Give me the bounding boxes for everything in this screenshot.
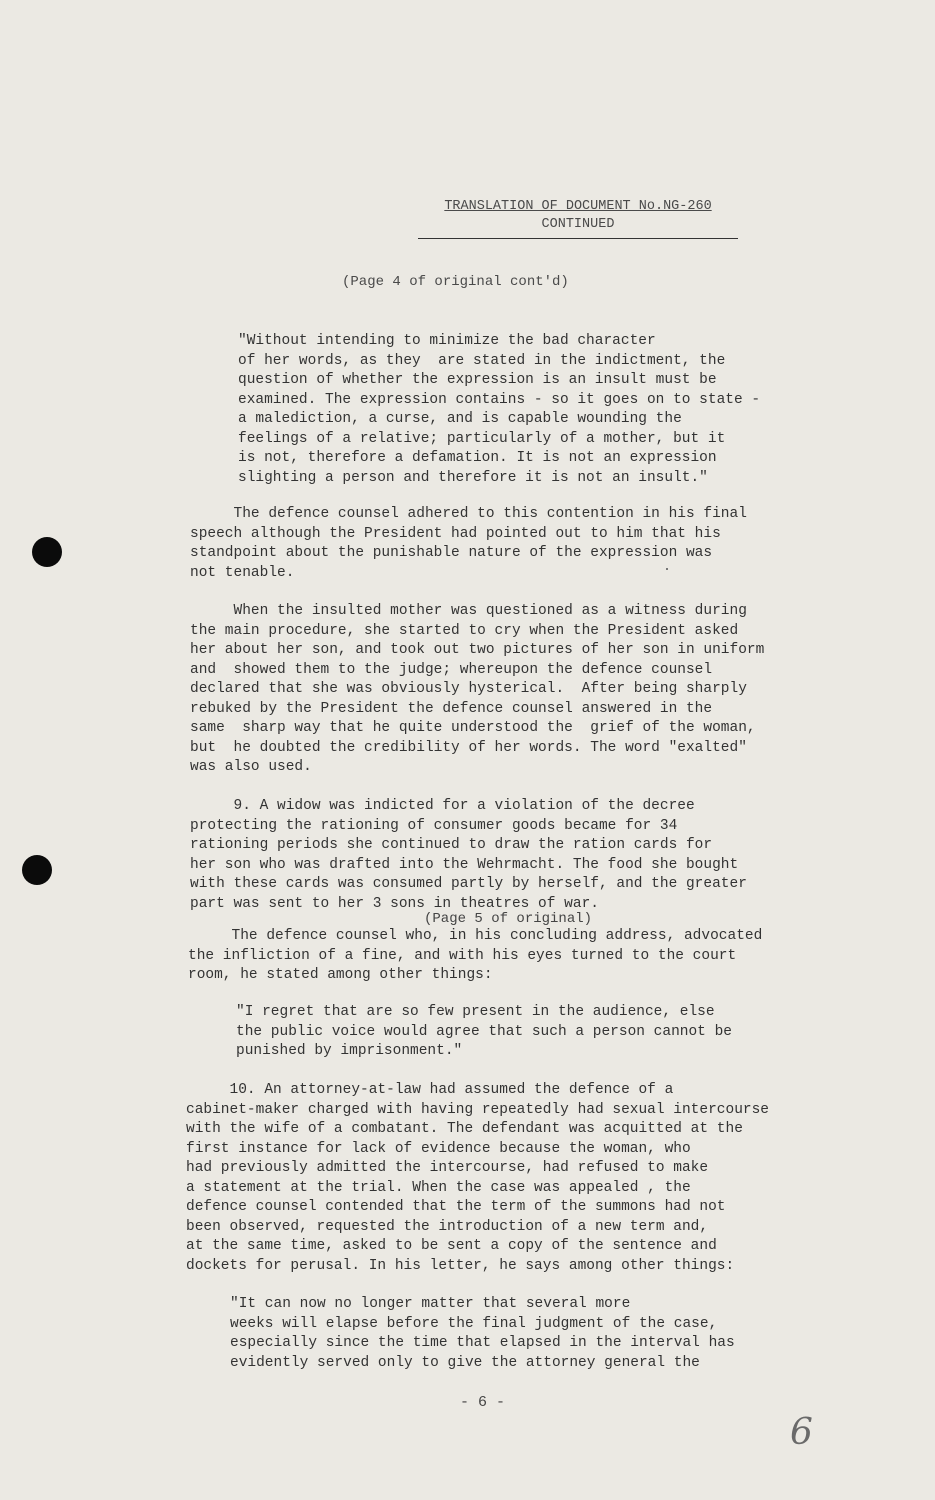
header-title: TRANSLATION OF DOCUMENT No.NG-260 bbox=[444, 199, 712, 214]
document-header bbox=[418, 198, 738, 239]
header-rule bbox=[418, 238, 738, 239]
header-subtitle: CONTINUED bbox=[541, 217, 615, 232]
handwritten-page-number: 6 bbox=[790, 1412, 813, 1453]
inline-page-reference: (Page 5 of original) bbox=[424, 911, 593, 927]
paragraph-defence-adhered: The defence counsel adhered to this contention in his final speech although the President had pointed out to him that his standpoint about the punishable nature of the expression was not tenable. bbox=[190, 506, 747, 581]
punch-hole-top bbox=[32, 537, 62, 567]
paragraph-case-9: 9. A widow was indicted for a violation of the decree protecting the rationing of consumer goods became for 34 rationing periods she continued to draw the ration cards for her son who was drafted into the Wehrmacht. The food she bought with these cards was consumed partly by herself, and the greater part was sent to her 3 sons in theatres of war. bbox=[190, 798, 747, 912]
paragraph-insulted-mother: When the insulted mother was questioned as a witness during the main procedure, she started to cry when the President asked her about her son, and took out two pictures of her son in uniform and showed them to the judge; whereupon the defence counsel declared that she was obviously hysterical. After being sharply rebuked by the President the defence counsel answered in the same sharp way that he quite understood the grief of the woman, but he doubted the credibility of her words. The word "exalted" was also used. bbox=[190, 603, 765, 775]
paragraph-case-10: 10. An attorney-at-law had assumed the defence of a cabinet-maker charged with having repeatedly had sexual intercourse with the wife of a combatant. The defendant was acquitted at the first instance for lack of evidence because the woman, who had previously admitted the intercourse, had refused to make a statement at the trial. When the case was appealed , the defence counsel contended that the term of the summons had not been observed, requested the introduction of a new term and, at the same time, asked to be sent a copy of the sentence and dockets for perusal. In his letter, he says among other things: bbox=[186, 1082, 769, 1274]
punch-hole-bottom bbox=[22, 855, 52, 885]
quote-paragraph-3: "It can now no longer matter that several more weeks will elapse before the final judgment of the case, especially since the time that elapsed in the interval has evidently served only to give the attorney general the bbox=[230, 1296, 735, 1371]
quote-paragraph-1: "Without intending to minimize the bad character of her words, as they are stated in the indictment, the question of whether the expression is an insult must be examined. The expression contains - so it goes on to state - a malediction, a curse, and is capable wounding the feelings of a relative; particularly of a mother, but it is not, therefore a defamation. It is not an expression slighting a person and therefore it is not an insult." bbox=[238, 333, 761, 486]
quote-paragraph-2: "I regret that are so few present in the audience, else the public voice would agree that such a person cannot be punished by imprisonment." bbox=[236, 1004, 732, 1059]
paragraph-concluding-address: The defence counsel who, in his concluding address, advocated the infliction of a fine, and with his eyes turned to the court room, he stated among other things: bbox=[188, 928, 763, 983]
page-reference: (Page 4 of original cont'd) bbox=[342, 274, 569, 290]
page-number: - 6 - bbox=[460, 1394, 506, 1411]
